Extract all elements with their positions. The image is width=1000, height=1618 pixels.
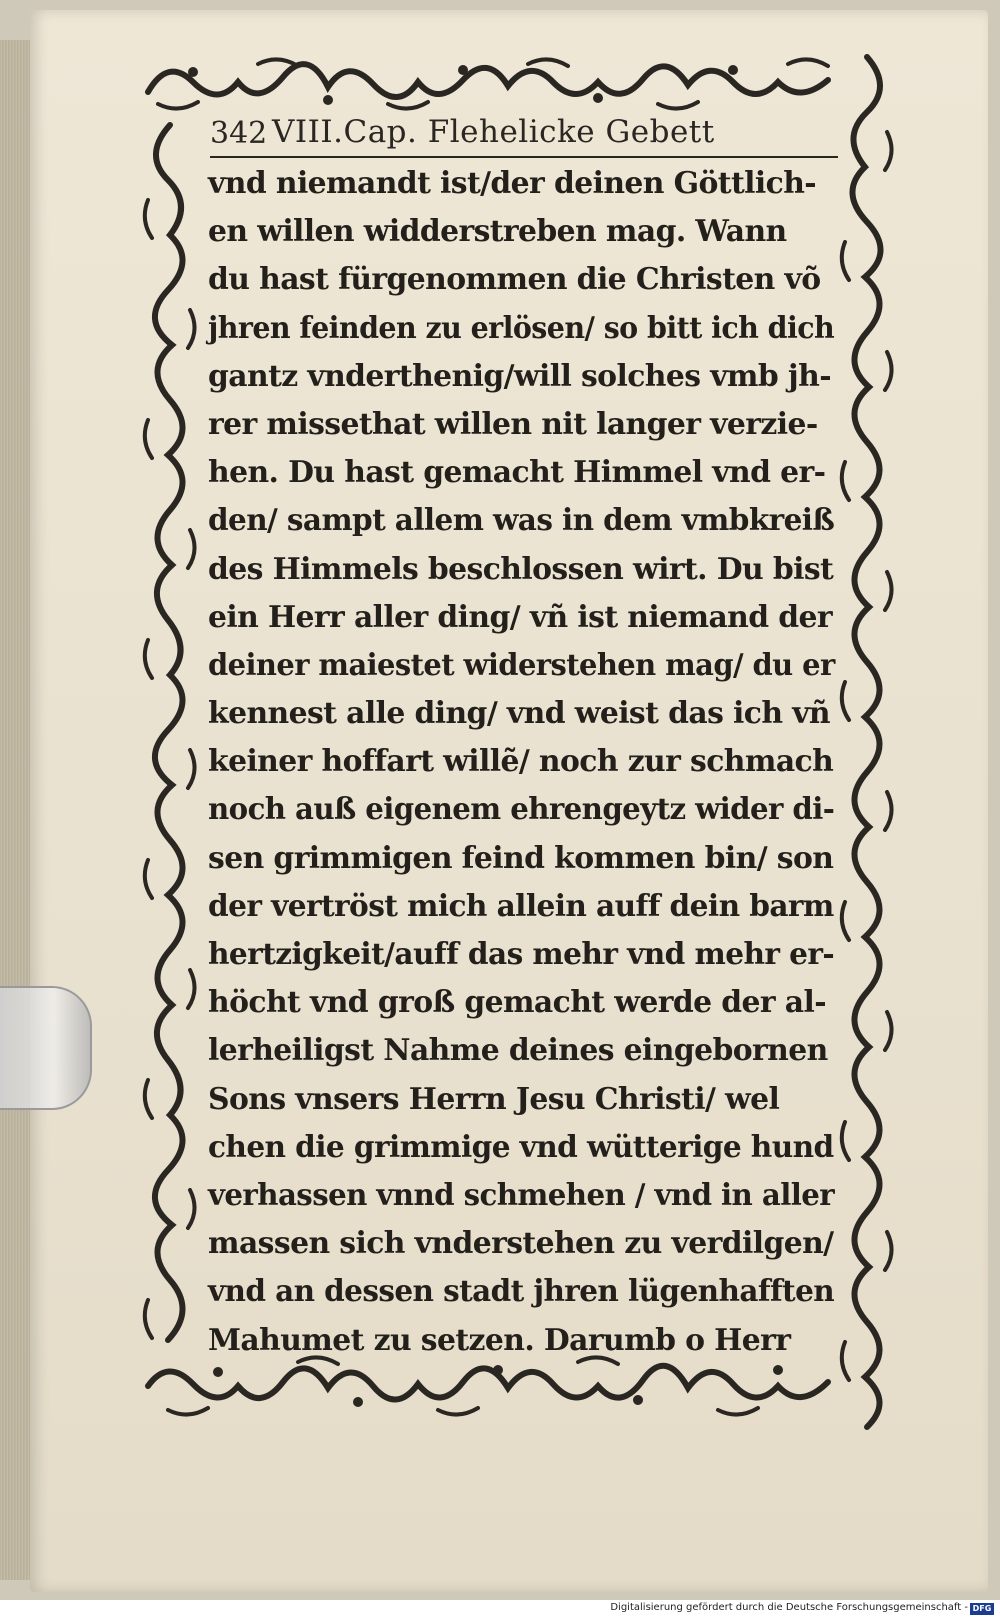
text-line: noch auß eigenem ehrengeytz wider di- xyxy=(208,792,835,828)
text-line: Mahumet zu setzen. Darumb o Herr xyxy=(208,1322,791,1358)
text-line: gantz vnderthenig/will solches vmb jh- xyxy=(208,358,831,394)
text-line: Sons vnsers Herrn Jesu Christi/ wel xyxy=(208,1081,780,1117)
running-header xyxy=(210,112,838,158)
text-line: vnd niemandt ist/der deinen Göttlich- xyxy=(208,166,817,201)
text-line: massen sich vnderstehen zu verdilgen/ xyxy=(208,1226,834,1262)
text-line: du hast fürgenommen die Christen võ xyxy=(208,262,821,298)
ornamental-border-top-icon xyxy=(138,52,838,116)
text-line: höcht vnd groß gemacht werde der al- xyxy=(208,985,827,1021)
text-line: des Himmels beschlossen wirt. Du bist xyxy=(208,551,834,587)
dfg-logo-icon: DFG xyxy=(970,1603,994,1615)
funding-attribution: Digitalisierung gefördert durch die Deutsche Forschungsgemeinschaft - xyxy=(610,1602,968,1613)
text-line: rer missethat willen nit langer verzie- xyxy=(208,406,818,442)
running-head-title: VIII.Cap. Flehelicke Gebett xyxy=(272,114,715,150)
text-line: chen die grimmige vnd wütterige hund xyxy=(208,1129,834,1165)
text-line: vnd an dessen stadt jhren lügenhafften xyxy=(208,1274,835,1310)
page-body-text xyxy=(208,160,838,1365)
text-line: hertzigkeit/auff das mehr vnd mehr er- xyxy=(208,937,835,972)
text-line: verhassen vnnd schmehen / vnd in aller xyxy=(208,1177,835,1213)
text-line: den/ sampt allem was in dem vmbkreiß xyxy=(208,503,835,539)
page-clip xyxy=(0,986,92,1110)
text-line: lerheiligst Nahme deines eingebornen xyxy=(208,1033,828,1069)
ornamental-border-left-icon xyxy=(138,120,202,1350)
ornamental-border-right-icon xyxy=(835,52,899,1432)
text-line: en willen widderstreben mag. Wann xyxy=(208,214,787,250)
text-line: hen. Du hast gemacht Himmel vnd er- xyxy=(208,455,826,491)
text-line: kennest alle ding/ vnd weist das ich vñ xyxy=(208,696,831,732)
text-line: deiner maiestet widerstehen mag/ du er xyxy=(208,647,835,683)
text-line: sen grimmigen feind kommen bin/ son xyxy=(208,840,834,876)
text-line: keiner hoffart willẽ/ noch zur schmach xyxy=(208,744,834,780)
text-line: jhren feinden zu erlösen/ so bitt ich dich xyxy=(208,310,835,346)
text-line: ein Herr aller ding/ vñ ist niemand der xyxy=(208,599,833,635)
page-number: 342 xyxy=(210,116,268,151)
text-line: der vertröst mich allein auff dein barm xyxy=(208,888,834,924)
